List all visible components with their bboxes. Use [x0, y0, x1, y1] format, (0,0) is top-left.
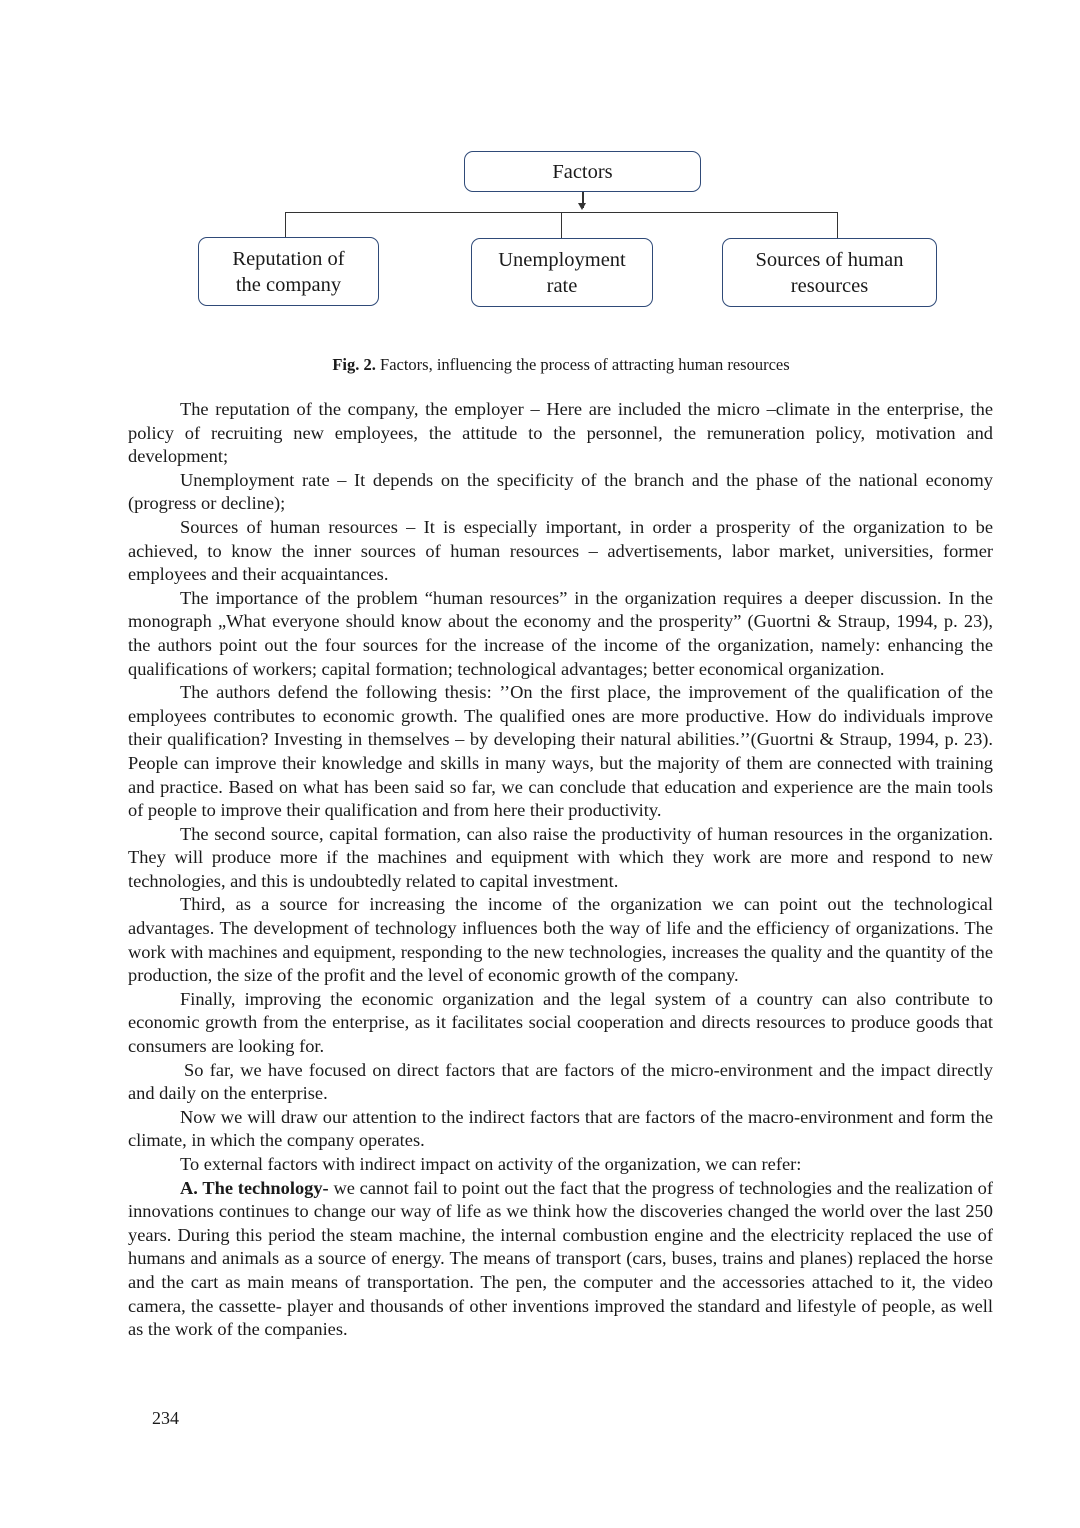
paragraph: The second source, capital formation, can also raise the productivity of human resources in the organization. They will produce more if the machines and equipment with which they work are more and respond to new technologies, and this is undoubtedly related to capital investment.	[128, 823, 993, 891]
box-label-unemployment	[498, 247, 626, 299]
paragraph: Third, as a source for increasing the income of the organization we can point out the technological advantages. The development of technology influences both the way of life and the efficiency of organizations. The work with machines and equipment, responding to the new technologies, increases the quality and the quantity of the production, the size of the profit and the level of economic growth of the company.	[128, 894, 993, 986]
paragraph: The importance of the problem “human resources” in the organization requires a deeper discussion. In the monograph „What everyone should know about the economy and the prosperity” (Guortni & Straup, 1994, p. 23), the authors point out the four sources for the increase of the income of the organization, namely: enhancing the qualifications of workers; capital formation; technological advantages; better economical organization.	[128, 587, 993, 679]
box-line: rate	[546, 274, 578, 297]
box-line: Reputation of	[232, 247, 345, 270]
body-text	[128, 398, 993, 1342]
factors-diagram	[0, 0, 1080, 340]
diagram-box-unemployment	[471, 238, 653, 307]
box-label-reputation	[232, 246, 344, 298]
technology-text: we cannot fail to point out the fact that the progress of technologies and the realization of innovations continues to change our way of life as we think how the discoveries changed the world over the last 250 years. During this period the steam machine, the internal combustion engine and the electricity replaced the use of humans and animals as a source of energy. The means of transport (cars, buses, trains and planes) replaced the horse and the cart as main means of transportation. The pen, the computer and the accessories attached to it, the video camera, the cassette- player and thousands of other inventions improved the standard and lifestyle of people, as well as the work of the companies.	[128, 1177, 993, 1340]
box-label-sources	[755, 247, 903, 299]
diagram-root-box	[464, 151, 701, 192]
technology-heading: A. The technology-	[180, 1177, 329, 1198]
diagram-root-label: Factors	[552, 160, 613, 183]
paragraph: To external factors with indirect impact on activity of the organization, we can refer:	[180, 1154, 802, 1174]
paragraph: Now we will draw our attention to the indirect factors that are factors of the macro-environment and form the climate, in which the company operates.	[128, 1106, 993, 1151]
arrow-head-icon	[578, 203, 586, 210]
box-line: resources	[790, 274, 869, 297]
box-line: the company	[235, 273, 342, 296]
paragraph: Sources of human resources – It is especially important, in order a prosperity of the organization to be achieved, to know the inner sources of human resources – advertisements, labor market, universities, former employees and their acquaintances.	[128, 516, 993, 585]
diagram-box-sources	[722, 238, 937, 307]
paragraph: So far, we have focused on direct factors that are factors of the micro-environment and the impact directly and daily on the enterprise.	[128, 1059, 993, 1104]
paragraph: Finally, improving the economic organization and the legal system of a country can also contribute to economic growth from the enterprise, as it facilitates social cooperation and directs resources to produce goods that consumers are looking for.	[128, 988, 993, 1057]
box-line: Unemployment	[498, 248, 626, 271]
connector-middle	[561, 212, 562, 238]
paragraph: The reputation of the company, the employer – Here are included the micro –climate in the enterprise, the policy of recruiting new employees, the attitude to the personnel, the remuneration policy, motivation and development;	[128, 399, 993, 467]
connector-right	[837, 212, 838, 238]
diagram-box-reputation	[198, 237, 379, 306]
caption-label: Fig. 2.	[332, 355, 376, 374]
technology-paragraph	[128, 1177, 993, 1342]
box-line: Sources of human	[755, 248, 904, 271]
connector-left	[285, 212, 286, 238]
paragraph: Unemployment rate – It depends on the specificity of the branch and the phase of the national economy (progress or decline);	[128, 469, 993, 514]
figure-caption	[0, 355, 1080, 375]
page-number: 234	[152, 1408, 179, 1428]
paragraph: The authors defend the following thesis: ’’On the first place, the improvement of the qualification of the employees contributes to economic growth. The qualified ones are more productive. How do individuals improve their qualification? Investing in themselves – by developing their natural abilities.’’(Guortni & Straup, 1994, p. 23). People can improve their knowledge and skills in many ways, but the majority of them are connected with training and practice. Based on what has been said so far, we can conclude that education and experience are the main tools of people to improve their qualification and from here their productivity.	[128, 682, 993, 821]
caption-text: Factors, influencing the process of attracting human resources	[375, 355, 790, 374]
